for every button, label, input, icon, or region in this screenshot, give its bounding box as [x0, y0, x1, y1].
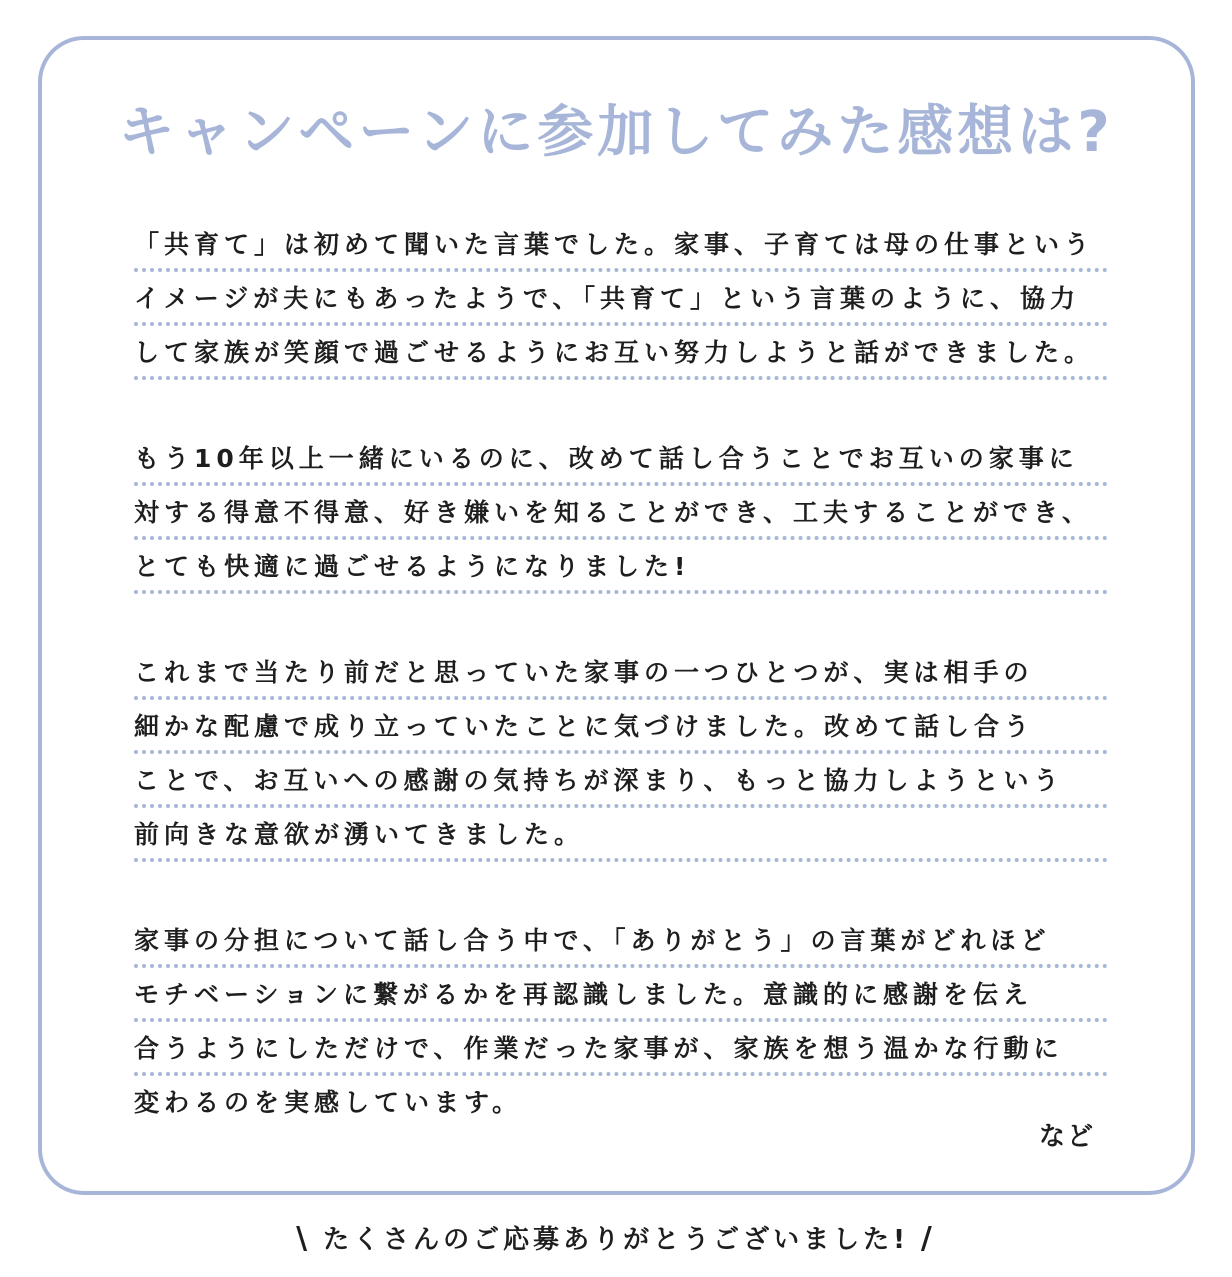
comment-1 [134, 218, 1108, 380]
etc-label: など [1038, 1122, 1095, 1152]
comment-3 [134, 646, 1108, 862]
comment-line: 前向きな意欲が湧いてきました。 [134, 808, 1108, 862]
comment-line: これまで当たり前だと思っていた家事の一つひとつが、実は相手の [134, 646, 1108, 700]
thanks-right-mark: / [920, 1221, 936, 1256]
comment-4 [134, 914, 1108, 1130]
thanks-left-mark: \ [296, 1221, 312, 1256]
comment-line: イメージが夫にもあったようで、「共育て」という言葉のように、協力 [134, 272, 1108, 326]
comment-line: モチベーションに繋がるかを再認識しました。意識的に感謝を伝え [134, 968, 1108, 1022]
comment-2 [134, 432, 1108, 594]
thanks-text: たくさんのご応募ありがとうございました! [323, 1225, 909, 1255]
comment-line: 変わるのを実感しています。 [134, 1088, 523, 1117]
page-title: キャンペーンに参加してみた感想は? [118, 100, 1114, 165]
comment-line: して家族が笑顔で過ごせるようにお互い努力しようと話ができました。 [134, 326, 1108, 380]
thanks-message [0, 1217, 1232, 1262]
comment-line: 対する得意不得意、好き嫌いを知ることができ、工夫することができ、 [134, 486, 1108, 540]
comment-line: とても快適に過ごせるようになりました! [134, 540, 1108, 594]
comment-line: もう10年以上一緒にいるのに、改めて話し合うことでお互いの家事に [134, 432, 1108, 486]
comment-line: 合うようにしただけで、作業だった家事が、家族を想う温かな行動に [134, 1022, 1108, 1076]
comment-list [134, 218, 1108, 1182]
comment-line: 「共育て」は初めて聞いた言葉でした。家事、子育ては母の仕事という [134, 218, 1108, 272]
comment-line: 細かな配慮で成り立っていたことに気づけました。改めて話し合う [134, 700, 1108, 754]
comment-line: 家事の分担について話し合う中で、「ありがとう」の言葉がどれほど [134, 914, 1108, 968]
comment-line: ことで、お互いへの感謝の気持ちが深まり、もっと協力しようという [134, 754, 1108, 808]
